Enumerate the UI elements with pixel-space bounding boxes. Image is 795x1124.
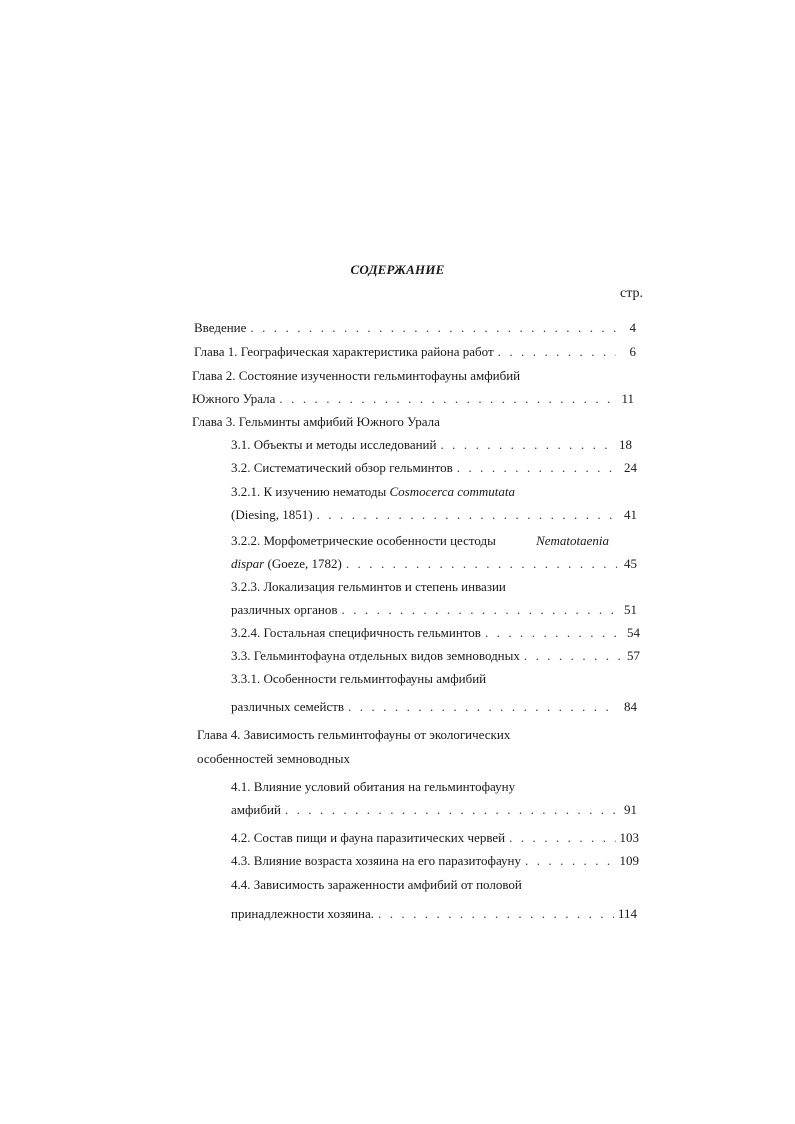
toc-entry[interactable] xyxy=(231,625,640,641)
toc-leader xyxy=(346,556,617,572)
toc-entry-page: 91 xyxy=(624,802,637,817)
toc-entry-page: 57 xyxy=(627,648,640,663)
toc-leader xyxy=(457,460,617,476)
toc-leader xyxy=(317,507,617,523)
toc-leader xyxy=(279,391,614,407)
toc-entry[interactable] xyxy=(194,344,636,360)
toc-entry[interactable] xyxy=(231,648,640,664)
toc-entry-label: (Diesing, 1851) xyxy=(231,507,313,522)
toc-entry-label: 3.2.2. Морфометрические особенности цестоды xyxy=(231,533,496,548)
toc-entry-heading[interactable]: Глава 4. Зависимость гельминтофауны от экологических xyxy=(197,727,511,742)
toc-leader xyxy=(498,344,616,360)
toc-entry[interactable] xyxy=(231,556,637,572)
toc-entry-heading[interactable]: Глава 2. Состояние изученности гельминтофауны амфибий xyxy=(192,368,521,383)
toc-entry-page: 54 xyxy=(627,625,640,640)
toc-leader xyxy=(250,320,616,336)
toc-entry-label: Южного Урала xyxy=(192,391,276,406)
toc-entry-heading[interactable]: Глава 3. Гельминты амфибий Южного Урала xyxy=(192,414,440,429)
toc-entry-label: 3.2.1. К изучению нематоды xyxy=(231,484,390,499)
toc-entry-label: 3.3. Гельминтофауна отдельных видов земноводных xyxy=(231,648,520,663)
toc-entry-species: Cosmocerca commutata xyxy=(389,484,515,499)
toc-entry-page: 18 xyxy=(619,437,632,452)
toc-entry-page: 84 xyxy=(624,699,637,714)
toc-entry-label: 4.2. Состав пищи и фауна паразитических червей xyxy=(231,830,506,845)
toc-entry-heading[interactable]: 3.2.3. Локализация гельминтов и степень инвазии xyxy=(231,579,506,594)
toc-entry-heading[interactable]: 4.4. Зависимость зараженности амфибий от половой xyxy=(231,877,522,892)
toc-entry-label-wrap xyxy=(231,556,342,572)
toc-entry-label: 3.2. Систематический обзор гельминтов xyxy=(231,460,453,475)
page-column-header: стр. xyxy=(620,286,644,301)
toc-entry[interactable] xyxy=(231,906,637,922)
toc-entry-label: принадлежности хозяина. xyxy=(231,906,374,921)
toc-entry-heading[interactable] xyxy=(231,533,609,549)
toc-entry-label: различных семейств xyxy=(231,699,345,714)
toc-entry[interactable] xyxy=(194,320,636,336)
toc-entry[interactable] xyxy=(231,853,639,869)
toc-entry[interactable] xyxy=(192,391,634,407)
toc-entry-label: 4.3. Влияние возраста хозяина на его паразитофауну xyxy=(231,853,522,868)
toc-entry-page: 103 xyxy=(619,830,639,845)
toc-entry-page: 41 xyxy=(624,507,637,522)
toc-entry-page: 6 xyxy=(629,344,636,359)
toc-leader xyxy=(525,853,615,869)
toc-leader xyxy=(378,906,614,922)
toc-leader xyxy=(342,602,617,618)
toc-entry[interactable] xyxy=(231,802,637,818)
page-title: СОДЕРЖАНИЕ xyxy=(350,262,445,277)
toc-entry-page: 51 xyxy=(624,602,637,617)
toc-entry-heading[interactable]: особенностей земноводных xyxy=(197,751,351,766)
toc-leader xyxy=(509,830,615,846)
toc-entry-label: различных органов xyxy=(231,602,338,617)
toc-entry-species: Nematotaenia xyxy=(536,533,609,548)
toc-entry-heading[interactable] xyxy=(231,484,515,500)
toc-leader xyxy=(348,699,617,715)
toc-entry[interactable] xyxy=(231,437,632,453)
toc-entry-heading[interactable]: 3.3.1. Особенности гельминтофауны амфибий xyxy=(231,671,487,686)
toc-entry[interactable] xyxy=(231,507,637,523)
toc-entry[interactable] xyxy=(231,602,637,618)
toc-leader xyxy=(285,802,617,818)
toc-entry-label: 3.1. Объекты и методы исследований xyxy=(231,437,437,452)
toc-entry[interactable] xyxy=(231,830,639,846)
toc-leader xyxy=(440,437,612,453)
toc-entry-label: амфибий xyxy=(231,802,281,817)
toc-entry-page: 4 xyxy=(629,320,636,335)
toc-leader xyxy=(485,625,620,641)
toc-entry-species: dispar xyxy=(231,556,265,571)
toc-entry-label: (Goeze, 1782) xyxy=(264,556,342,571)
toc-entry-page: 11 xyxy=(621,391,634,406)
toc-leader xyxy=(524,648,620,664)
toc-entry-page: 24 xyxy=(624,460,637,475)
toc-entry[interactable] xyxy=(231,699,637,715)
toc-entry-page: 114 xyxy=(617,906,637,921)
toc-entry-page: 45 xyxy=(624,556,637,571)
toc-entry-label: 3.2.4. Гостальная специфичность гельминтов xyxy=(231,625,481,640)
toc-entry-heading[interactable]: 4.1. Влияние условий обитания на гельминтофауну xyxy=(231,779,516,794)
toc-entry-label: Введение xyxy=(194,320,247,335)
toc-entry-page: 109 xyxy=(619,853,639,868)
toc-entry-label: Глава 1. Географическая характеристика района работ xyxy=(194,344,494,359)
toc-entry[interactable] xyxy=(231,460,637,476)
